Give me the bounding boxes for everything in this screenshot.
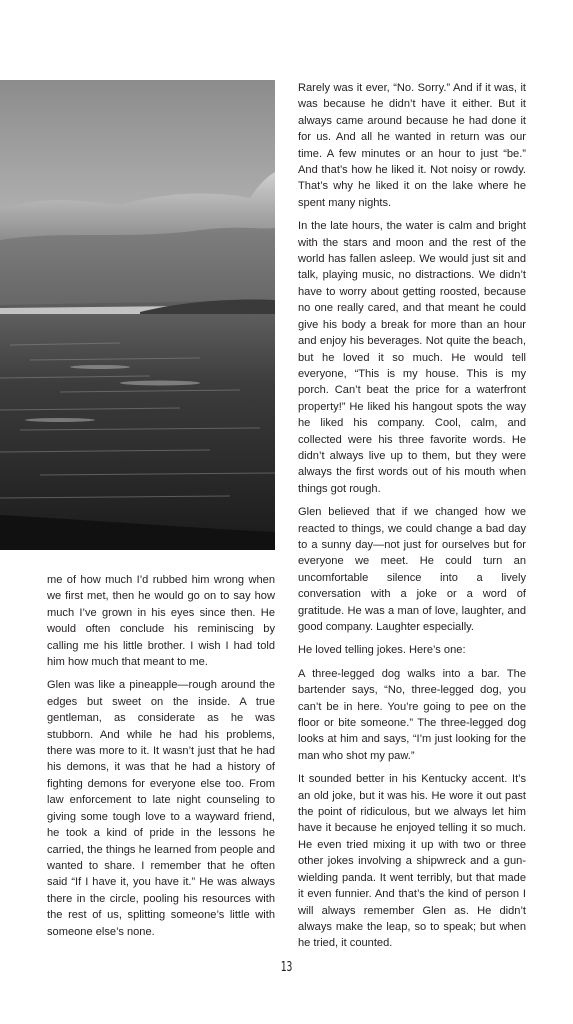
lake-photo-icon: [0, 80, 275, 550]
lake-photo: [0, 80, 275, 550]
paragraph: Glen was like a pineapple—rough around the edges but sweet on the inside. A true gentleman, as considerate as he was stubborn. And while he had his problems, there was more to it. It wasn’t just that he had his demons, it was that he had a history of fighting demons for everyone else too. From law enforcement to late night counseling to giving some tough love to a wayward friend, he took a kind of pride in the lessons he carried, the things he learned from people and wanted to share. I remember that he often said “If I have it, you have it.” He was always there in the circle, pooling his resources with the rest of us, splitting someone’s little with someone else’s none.: [47, 679, 275, 938]
paragraph: He loved telling jokes. Here’s one:: [298, 644, 466, 657]
paragraph: Rarely was it ever, “No. Sorry.” And if it was, it was because he didn’t have it either. But it always came around because he had done it for us. And all he wanted in return was our time. A few minutes or an hour to just “be.” And that’s how he liked it. Not noisy or rowdy. That’s why he liked it on the lake where he spent many nights.: [298, 82, 526, 209]
right-text-column: [298, 80, 526, 959]
paragraph: A three-legged dog walks into a bar. The bartender says, “No, three-legged dog, you can’t be in here. You’re going to pee on the floor or bite someone.” The three-legged dog looks at him and says, “I’m just looking for the man who shot my paw.”: [298, 667, 526, 762]
paragraph: In the late hours, the water is calm and bright with the stars and moon and the rest of the world has fallen asleep. We would just sit and talk, playing music, no distractions. We didn’t have to worry about getting roosted, because no one really cared, and that meant he could give his body a break for more than an hour and enjoy his beverages. Not quite the beach, but he loved it so much. He would tell everyone, “This is my house. This is my porch. Can’t beat the price for a waterfront property!” He liked his hangout spots the way he liked his company. Cool, calm, and collected were his three favorite words. He didn’t always live up to them, but they were always the first words out of his mouth when things got rough.: [298, 220, 526, 495]
left-text-column: [47, 572, 275, 947]
paragraph: It sounded better in his Kentucky accent. It’s an old joke, but it was his. He wore it out past the point of ridiculous, but we always let him have it because he enjoyed telling it so much. He even tried mixing it up with two or three other jokes involving a shipwreck and a gun-wielding panda. It went terribly, but that made it even funnier. And that’s the kind of person I will always remember Glen as. He didn’t always make the leap, so to speak; but when he tried, it counted.: [298, 773, 526, 950]
paragraph: Glen believed that if we changed how we reacted to things, we could change a bad day to a sunny day—not just for ourselves but for everyone we meet. He could turn an uncomfortable silence into a lively conversation with a joke or a word of gratitude. He was a man of love, laughter, and good company. Laughter especially.: [298, 506, 526, 633]
page-number: 13: [280, 960, 293, 975]
paragraph: me of how much I’d rubbed him wrong when we first met, then he would go on to say how much I’ve grown in his eyes since then. He would often conclude his reminiscing by calling me his little brother. I wish I had told him how much that meant to me.: [47, 574, 275, 669]
